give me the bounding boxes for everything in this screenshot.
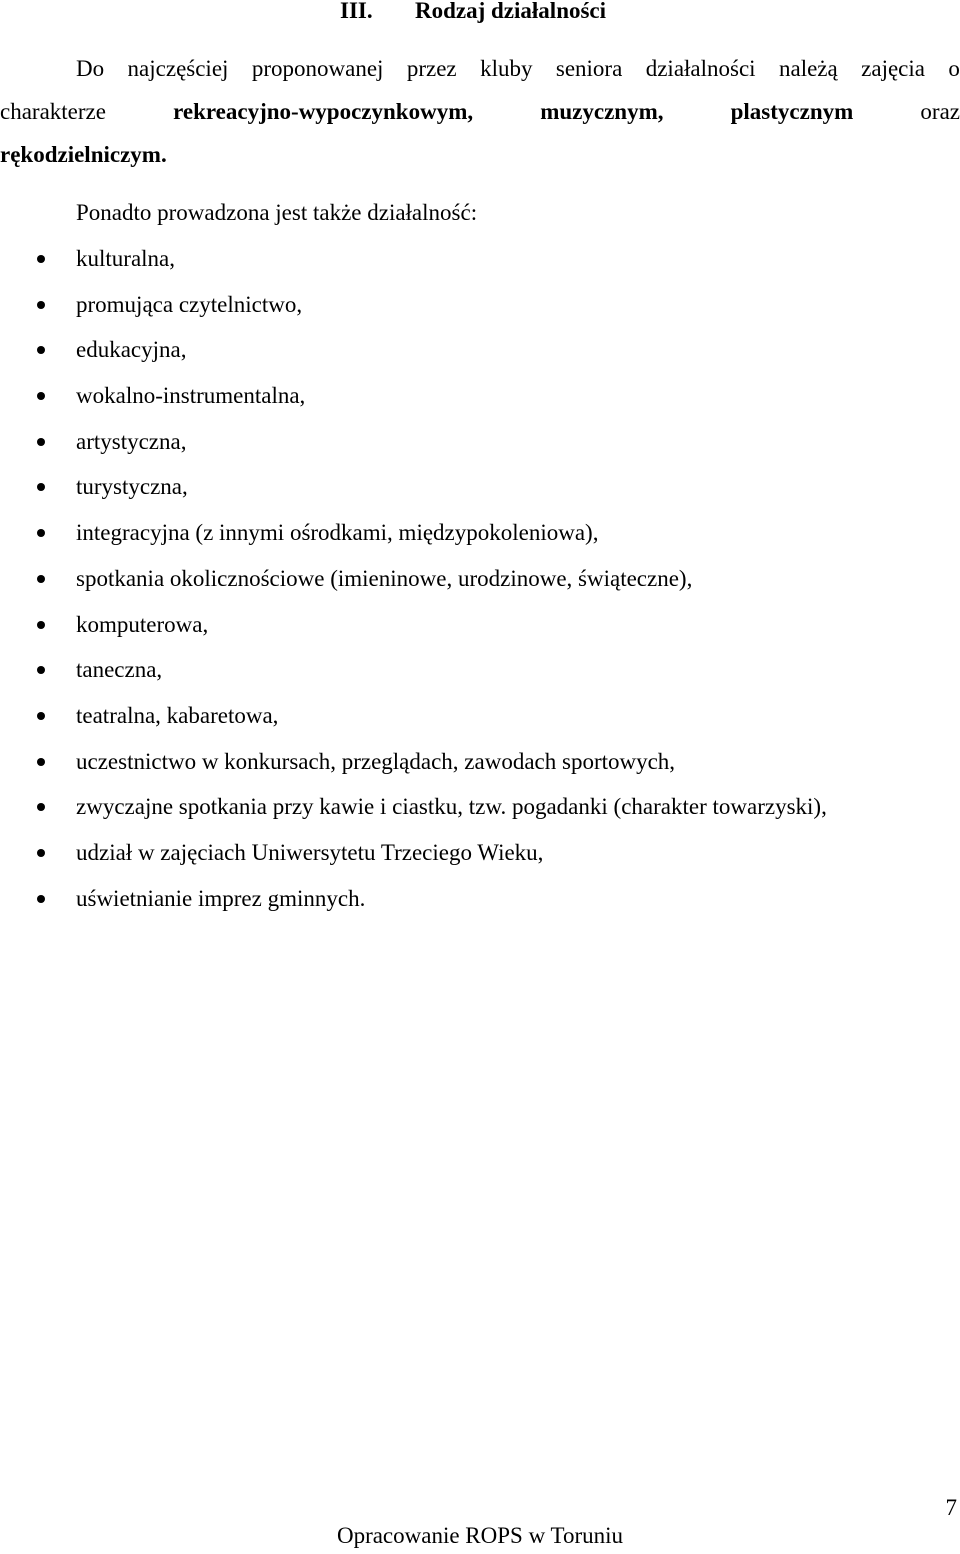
list-item [0,464,827,510]
list-item [0,373,827,419]
intro-bold-term: rekreacyjno-wypoczynkowym, [173,99,474,124]
intro-word: o [948,56,960,81]
intro-word: zajęcia [861,56,925,81]
list-item [0,556,827,602]
intro-line-2 [0,90,960,133]
bullet-icon [37,895,45,903]
list-item-text: kulturalna, [76,246,175,271]
list-item-text: wokalno-instrumentalna, [76,383,306,409]
bullet-icon [37,849,45,857]
bullet-icon [37,392,45,400]
list-item-text: spotkania okolicznościowe (imieninowe, urodzinowe, świąteczne), [76,565,693,591]
list-item-text: promująca czytelnictwo, [76,291,303,317]
intro-word: najczęściej [127,56,229,81]
intro-word: kluby [480,56,533,81]
list-item-text: udział w zajęciach Uniwersytetu Trzeciego Wieku, [76,839,544,865]
section-title: Rodzaj działalności [415,0,607,23]
bullet-icon [37,529,45,537]
list-item-text: teatralna, kabaretowa, [76,702,279,728]
activities-list [0,236,827,921]
intro-bold-term: muzycznym, [540,99,664,124]
page-number: 7 [945,1495,957,1520]
list-intro: Ponadto prowadzona jest także działalność: [76,200,478,225]
intro-word: działalności [645,56,756,81]
list-item-text: taneczna, [76,657,163,683]
list-item [0,282,827,328]
intro-word: seniora [555,56,623,81]
intro-word: Do [76,56,105,81]
bullet-icon [37,666,45,674]
bullet-icon [37,803,45,811]
list-item-text: uświetnianie imprez gminnych. [76,885,366,911]
list-item [0,693,827,739]
list-item [0,419,827,465]
list-item [0,236,827,282]
intro-bold-term: plastycznym [730,99,854,124]
bullet-icon [37,621,45,629]
bullet-icon [37,758,45,766]
list-item-text: artystyczna, [76,428,187,454]
section-number: III. [340,0,373,23]
list-item [0,876,827,922]
intro-paragraph [0,47,960,176]
page-footer: Opracowanie ROPS w Toruniu [336,1523,624,1548]
list-item-text: zwyczajne spotkania przy kawie i ciastku, tzw. pogadanki (charakter towarzyski), [76,794,827,820]
list-item [0,602,827,648]
list-item-text: komputerowa, [76,611,209,637]
intro-line-1 [0,47,960,90]
bullet-icon [37,483,45,491]
intro-word: charakterze [0,99,106,124]
bullet-icon [37,712,45,720]
bullet-icon [37,346,45,354]
list-item-text: turystyczna, [76,474,188,500]
intro-word: oraz [920,99,960,124]
intro-word: proponowanej [251,56,384,81]
list-item [0,647,827,693]
list-item [0,784,827,830]
intro-word: należą [779,56,838,81]
intro-word: przez [406,56,457,81]
list-item-text: integracyjna (z innymi ośrodkami, międzypokoleniowa), [76,520,599,546]
list-item-text: uczestnictwo w konkursach, przeglądach, zawodach sportowych, [76,748,676,774]
bullet-icon [37,301,45,309]
intro-line-3 [0,133,960,176]
bullet-icon [37,438,45,446]
list-item [0,327,827,373]
list-item [0,510,827,556]
bullet-icon [37,255,45,263]
intro-bold-term: rękodzielniczym. [0,142,167,167]
section-heading [340,0,606,24]
list-item-text: edukacyjna, [76,337,187,363]
bullet-icon [37,575,45,583]
list-item [0,739,827,785]
list-item [0,830,827,876]
